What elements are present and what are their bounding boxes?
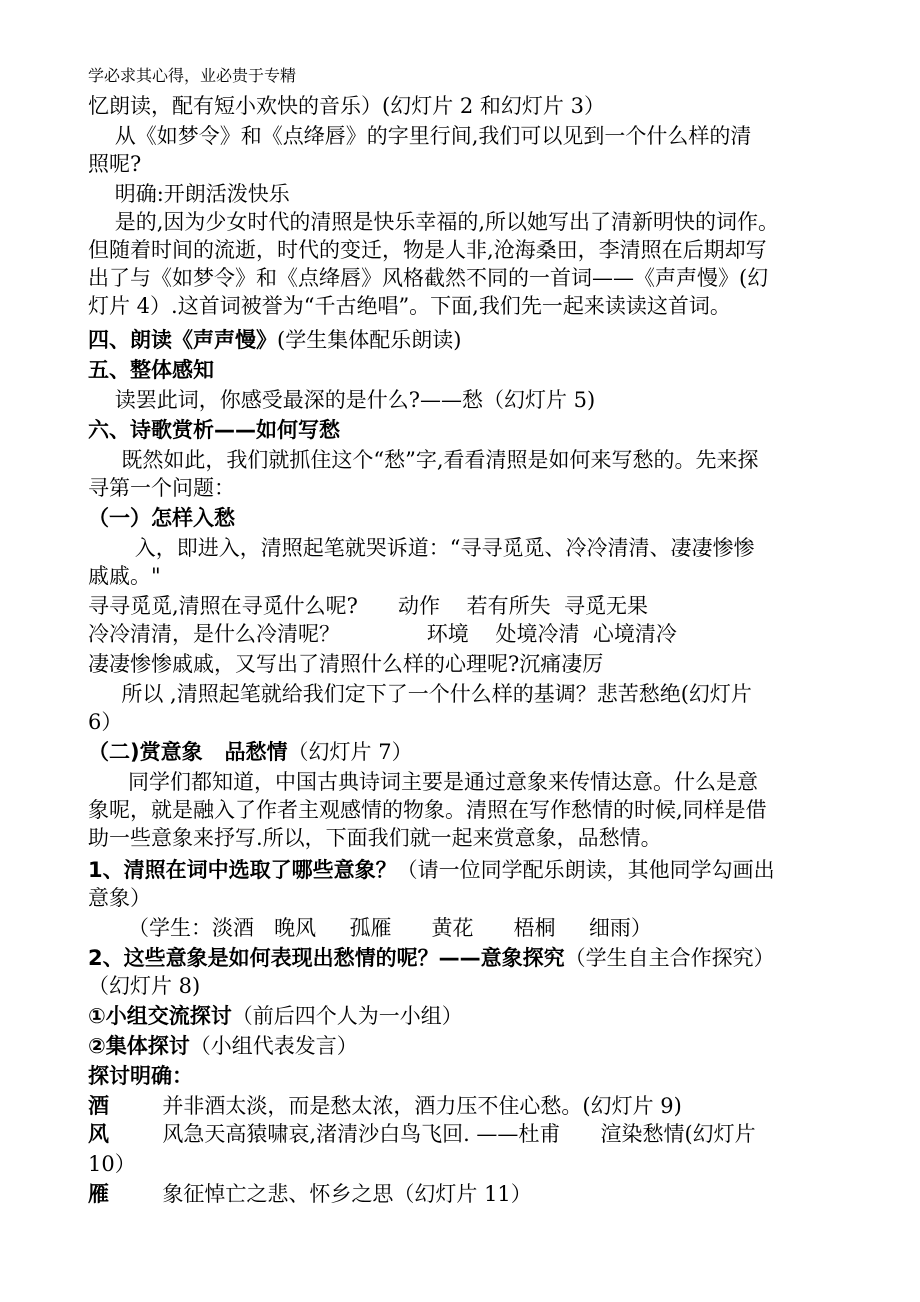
line-text: 风急天高猿啸哀,渚清沙白鸟飞回. ——杜甫 渲染愁情(幻灯片 <box>109 1122 756 1146</box>
text-line <box>88 504 235 532</box>
line-text: 象呢，就是融入了作者主观感情的物象。清照在写作愁情的时候,同样是借 <box>88 798 767 822</box>
text-line <box>88 1180 532 1208</box>
line-text: （小组代表发言） <box>189 1034 358 1058</box>
line-text: 10） <box>88 1152 136 1176</box>
line-text: （学生自主合作探究） <box>564 946 775 970</box>
text-line <box>88 562 161 590</box>
text-line <box>88 122 751 150</box>
text-line <box>88 620 677 648</box>
line-text: 灯片 4）.这首词被誉为“千古绝唱”。下面,我们先一起来读读这首词。 <box>88 294 731 318</box>
bold-heading: （二)赏意象 品愁情 <box>88 740 288 764</box>
bold-heading: 六、诗歌赏析——如何写愁 <box>88 418 340 442</box>
line-text: 既然如此，我们就抓住这个“愁”字,看看清照是如何来写愁的。先来探 <box>88 448 759 472</box>
line-text: （幻灯片 7） <box>287 740 413 764</box>
text-line <box>88 264 768 292</box>
text-line <box>88 326 461 354</box>
line-text: 但随着时间的流逝，时代的变迁，物是人非,沧海桑田，李清照在后期却写 <box>88 238 767 262</box>
text-line <box>88 1150 136 1178</box>
text-line <box>88 680 752 708</box>
line-text: 照呢? <box>88 152 142 176</box>
line-text: 是的,因为少女时代的清照是快乐幸福的,所以她写出了清新明快的词作。 <box>88 210 780 234</box>
bold-heading: 酒 <box>88 1094 109 1118</box>
text-line <box>88 180 290 208</box>
line-text: （请一位同学配乐朗读，其他同学勾画出 <box>396 858 775 882</box>
bold-heading: 1、清照在词中选取了哪些意象？ <box>88 858 397 882</box>
bold-heading: 五、整体感知 <box>88 358 214 382</box>
text-line <box>88 92 605 120</box>
page-header: 学必求其心得，业必贵于专精 <box>88 66 297 85</box>
text-line <box>88 1032 358 1060</box>
line-text: 并非酒太淡，而是愁太浓，酒力压不住心愁。(幻灯片 9) <box>109 1094 682 1118</box>
text-line <box>88 208 779 236</box>
text-line <box>88 856 775 884</box>
bold-heading: 雁 <box>88 1182 109 1206</box>
text-line <box>88 708 122 736</box>
line-text: 意象） <box>88 886 151 910</box>
text-line <box>88 944 775 972</box>
text-line <box>88 1062 193 1090</box>
line-text: （学生：淡酒 晚风 孤雁 黄花 梧桐 细雨） <box>88 916 652 940</box>
line-text: 冷冷清清，是什么冷清呢？ 环境 处境冷清 心境清冷 <box>88 622 677 646</box>
line-text: 戚戚。" <box>88 564 161 588</box>
line-text: （幻灯片 8) <box>88 974 201 998</box>
text-line <box>88 884 151 912</box>
text-line <box>88 650 603 678</box>
text-line <box>88 356 214 384</box>
text-line <box>88 592 648 620</box>
line-text: 从《如梦令》和《点绛唇》的字里行间,我们可以见到一个什么样的清 <box>88 124 752 148</box>
text-line <box>88 972 200 1000</box>
text-line <box>88 236 767 264</box>
bold-heading: 四、朗读《声声慢》 <box>88 328 277 352</box>
text-line <box>88 824 662 852</box>
line-text: 助一些意象来抒写.所以，下面我们就一起来赏意象，品愁情。 <box>88 826 662 850</box>
line-text: 所以 ,清照起笔就给我们定下了一个什么样的基调？悲苦愁绝(幻灯片 <box>88 682 752 706</box>
text-line <box>88 796 767 824</box>
line-text: 忆朗读，配有短小欢快的音乐）(幻灯片 2 和幻灯片 3） <box>88 94 605 118</box>
text-line <box>88 534 754 562</box>
bold-heading: ①小组交流探讨 <box>88 1004 232 1028</box>
text-line <box>88 914 652 942</box>
bold-heading: 2、这些意象是如何表现出愁情的呢？——意象探究 <box>88 946 565 970</box>
line-text: 读罢此词，你感受最深的是什么?——愁（幻灯片 5) <box>88 388 596 412</box>
bold-heading: 探讨明确： <box>88 1064 193 1088</box>
text-line <box>88 386 595 414</box>
line-text: 入，即进入，清照起笔就哭诉道：“寻寻觅觅、冷冷清清、凄凄惨惨 <box>88 536 755 560</box>
text-line <box>88 738 413 766</box>
text-line <box>88 150 141 178</box>
line-text: 象征悼亡之悲、怀乡之思（幻灯片 11） <box>109 1182 532 1206</box>
bold-heading: （一）怎样入愁 <box>88 506 235 530</box>
text-line <box>88 446 759 474</box>
line-text: （前后四个人为一小组） <box>231 1004 463 1028</box>
line-text: 明确:开朗活泼快乐 <box>88 182 290 206</box>
bold-heading: 风 <box>88 1122 109 1146</box>
text-line <box>88 474 235 502</box>
line-text: 同学们都知道，中国古典诗词主要是通过意象来传情达意。什么是意 <box>88 770 759 794</box>
text-line <box>88 292 731 320</box>
bold-heading: ②集体探讨 <box>88 1034 190 1058</box>
text-line <box>88 768 758 796</box>
line-text: 寻第一个问题： <box>88 476 235 500</box>
text-line <box>88 1120 756 1148</box>
text-line <box>88 1092 682 1120</box>
line-text: 凄凄惨惨戚戚，又写出了清照什么样的心理呢?沉痛凄厉 <box>88 652 604 676</box>
text-line <box>88 1002 463 1030</box>
line-text: 6） <box>88 710 123 734</box>
line-text: 寻寻觅觅,清照在寻觅什么呢? 动作 若有所失 寻觅无果 <box>88 594 649 618</box>
line-text: (学生集体配乐朗读) <box>277 328 462 352</box>
text-line <box>88 416 340 444</box>
line-text: 出了与《如梦令》和《点绛唇》风格截然不同的一首词——《声声慢》(幻 <box>88 266 769 290</box>
